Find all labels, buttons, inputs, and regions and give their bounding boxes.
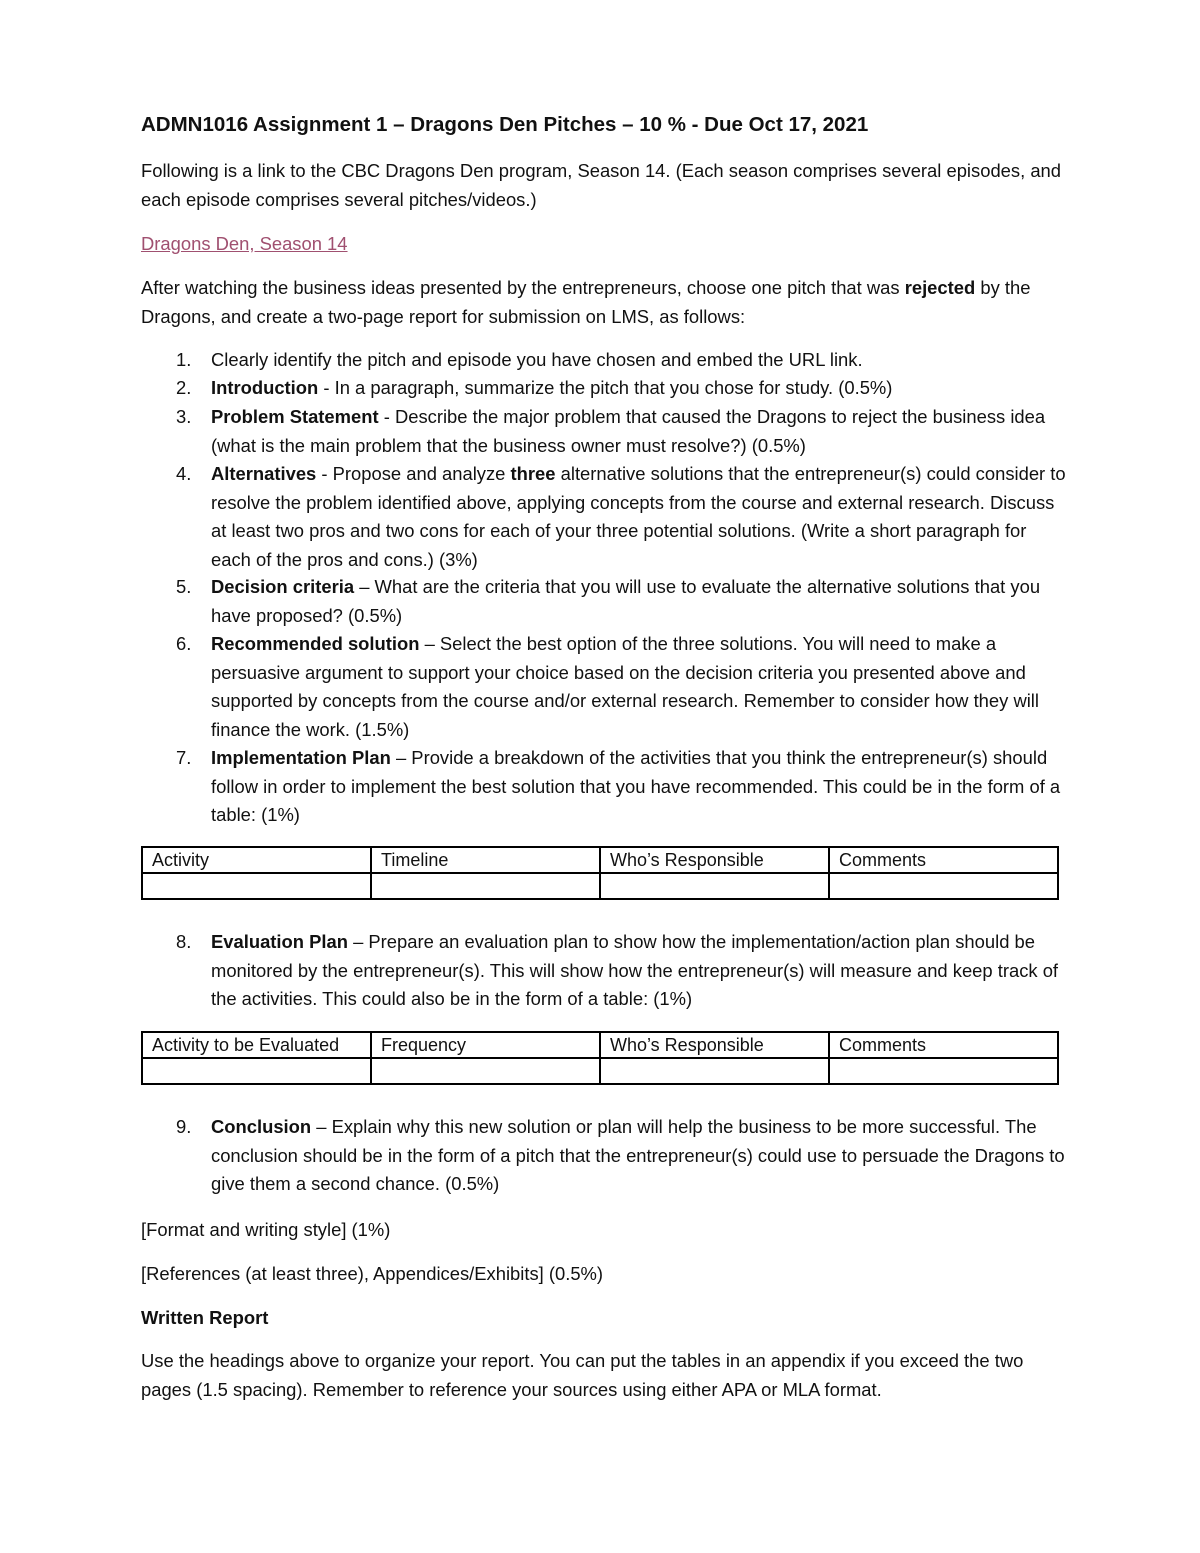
list-item [141, 573, 1071, 630]
table-cell [371, 873, 600, 899]
table-header-cell: Activity to be Evaluated [142, 1032, 371, 1058]
table-header-cell: Activity [142, 847, 371, 873]
step-text: – Prepare an evaluation plan to show how the implementation/action plan should be monitored by the entrepreneur(s). This will show how the entrepreneur(s) will measure and keep track of the activities. This could also be in the form of a table: (1%) [211, 931, 1059, 1009]
table-header-cell: Comments [829, 1032, 1058, 1058]
list-item [141, 744, 1071, 830]
step-number: 3. [176, 406, 192, 427]
step-text: – What are the criteria that you will use to evaluate the alternative solutions that you have proposed? (0.5%) [211, 576, 1041, 626]
table-cell [371, 1058, 600, 1084]
table-header-row [142, 1032, 1058, 1058]
step-text: alternative solutions that the entrepreneur(s) could consider to resolve the problem identified above, applying concepts from the course and external research. Discuss at least two pros and two cons for each of your three potential solutions. (Write a short paragraph for each of the pros and cons.) (3%) [211, 463, 1066, 570]
step-number: 4. [176, 463, 192, 484]
step-heading: Recommended solution [211, 633, 420, 654]
step-number: 1. [176, 349, 192, 370]
step-heading: Evaluation Plan [211, 931, 348, 952]
dragons-den-link[interactable]: Dragons Den, Season 14 [141, 233, 348, 254]
instructions-text-a: After watching the business ideas presented by the entrepreneurs, choose one pitch that was [141, 277, 905, 298]
list-item [141, 374, 1071, 403]
step-number: 7. [176, 747, 192, 768]
list-item [141, 928, 1071, 1014]
step-text: – Provide a breakdown of the activities that you think the entrepreneur(s) should follow in order to implement the best solution that you have recommended. This could be in the form of a table: (1%) [211, 747, 1061, 825]
list-item [141, 630, 1071, 744]
step-text: – Select the best option of the three solutions. You will need to make a persuasive argument to support your choice based on the decision criteria you presented above and supported by concepts from the course and/or external research. Remember to consider how they will finance the work. (1.5%) [211, 633, 1039, 740]
list-item [141, 403, 1071, 460]
table-cell [600, 873, 829, 899]
list-item [141, 1113, 1071, 1199]
table-header-cell: Timeline [371, 847, 600, 873]
step-heading: Implementation Plan [211, 747, 391, 768]
step-heading: Introduction [211, 377, 319, 398]
step-number: 2. [176, 377, 192, 398]
evaluation-plan-table [141, 1031, 1059, 1085]
table-row [142, 1058, 1058, 1084]
step-text: - Describe the major problem that caused the Dragons to reject the business idea (what is the main problem that the business owner must resolve?) (0.5%) [211, 406, 1046, 456]
step-text: Clearly identify the pitch and episode you have chosen and embed the URL link. [211, 349, 863, 370]
references-line: [References (at least three), Appendices/Exhibits] (0.5%) [141, 1263, 604, 1284]
step-heading: Problem Statement [211, 406, 379, 427]
table-cell [600, 1058, 829, 1084]
table-cell [829, 1058, 1058, 1084]
list-item [141, 346, 1071, 375]
written-report-text: Use the headings above to organize your report. You can put the tables in an appendix if you exceed the two pages (1.5 spacing). Remember to reference your sources using either APA or MLA format. [141, 1350, 1024, 1400]
step-text: – Explain why this new solution or plan will help the business to be more successful. The conclusion should be in the form of a pitch that the entrepreneur(s) could use to persuade the Dragons to give them a second chance. (0.5%) [211, 1116, 1065, 1194]
link-line [141, 230, 1071, 259]
table-cell [142, 1058, 371, 1084]
step-number: 5. [176, 576, 192, 597]
table-cell [142, 873, 371, 899]
table-header-cell: Frequency [371, 1032, 600, 1058]
format-line: [Format and writing style] (1%) [141, 1219, 391, 1240]
table-header-cell: Who’s Responsible [600, 847, 829, 873]
table-header-row [142, 847, 1058, 873]
instructions-emphasis: rejected [904, 277, 976, 298]
step-text: - In a paragraph, summarize the pitch that you chose for study. (0.5%) [318, 377, 893, 398]
table-header-cell: Comments [829, 847, 1058, 873]
instructions-text-b: by the Dragons, and create a two-page report for submission on LMS, as follows: [141, 277, 1031, 327]
page-title: ADMN1016 Assignment 1 – Dragons Den Pitches – 10 % - Due Oct 17, 2021 [141, 113, 869, 136]
table-header-cell: Who’s Responsible [600, 1032, 829, 1058]
instructions-paragraph [141, 274, 1071, 331]
step-heading: Alternatives [211, 463, 317, 484]
step-heading: Decision criteria [211, 576, 355, 597]
step-text: - Propose and analyze [316, 463, 511, 484]
table-row [142, 873, 1058, 899]
table-cell [829, 873, 1058, 899]
step-emphasis: three [510, 463, 556, 484]
step-number: 6. [176, 633, 192, 654]
step-heading: Conclusion [211, 1116, 312, 1137]
implementation-plan-table [141, 846, 1059, 900]
intro-paragraph: Following is a link to the CBC Dragons Den program, Season 14. (Each season comprises several episodes, and each episode comprises several pitches/videos.) [141, 160, 1061, 210]
step-number: 9. [176, 1116, 192, 1137]
step-number: 8. [176, 931, 192, 952]
written-report-heading: Written Report [141, 1307, 269, 1328]
list-item [141, 460, 1071, 574]
